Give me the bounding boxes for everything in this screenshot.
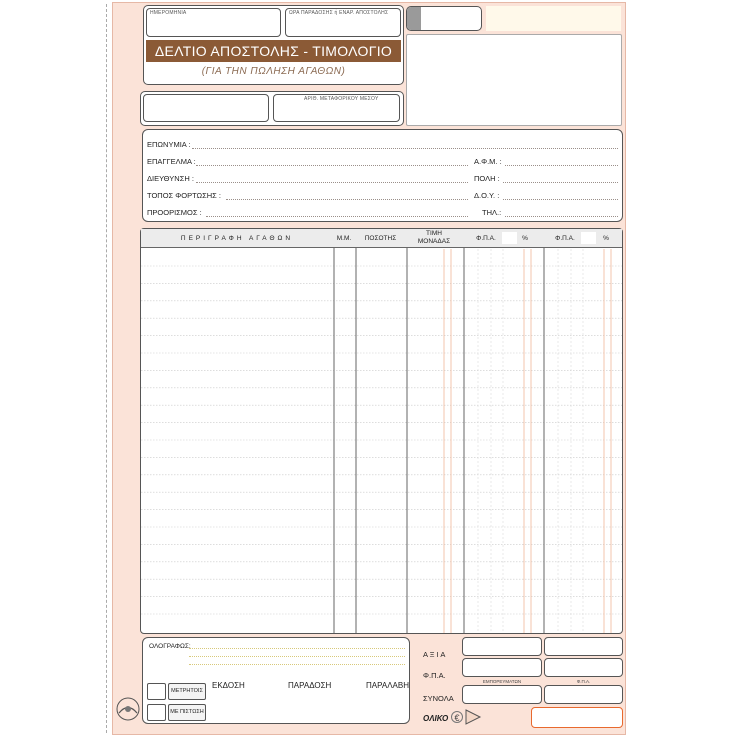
credit-checkbox[interactable]: [147, 704, 166, 721]
vehicle-label: ΑΡΙΘ. ΜΕΤΑΦΟΡΙΚΟΥ ΜΕΣΟΥ: [304, 96, 379, 102]
misc-field[interactable]: [143, 94, 269, 122]
items-grid: [141, 229, 623, 634]
arrow-icon: [464, 708, 482, 731]
value-label: Α Ξ Ι Α: [423, 650, 446, 659]
delivery-time-field[interactable]: [285, 8, 401, 37]
form-subtitle: (ΓΙΑ ΤΗΝ ΠΩΛΗΣΗ ΑΓΑΘΩΝ): [201, 66, 346, 77]
profession-label: ΕΠΑΓΓΕΛΜΑ :: [147, 157, 196, 166]
date-label: ΗΜΕΡΟΜΗΝΙΑ: [150, 10, 187, 16]
issue-label: ΕΚΔΟΣΗ: [212, 681, 245, 690]
sub-col-goods: ΕΜΠΟΡΕΥΜΑΤΩΝ: [482, 679, 522, 684]
words-line-3[interactable]: [189, 664, 405, 665]
left-dash-border: [106, 4, 107, 733]
sub-col-vat: Φ.Π.Α.: [576, 679, 591, 684]
afm-label: Α.Φ.Μ. :: [474, 157, 502, 166]
words-line-2[interactable]: [189, 656, 405, 657]
grand-total-field[interactable]: [531, 707, 623, 728]
words-label: ΟΛΟΓΡΑΦΩΣ:: [149, 643, 191, 650]
vat-rate-box-2[interactable]: [581, 232, 596, 244]
grand-total-label: ΟΛΙΚΟ: [423, 714, 449, 723]
items-table: [140, 228, 623, 634]
col-description: ΠΕΡΙΓΡΑΦΗ ΑΓΑΘΩΝ: [180, 235, 294, 242]
words-line-1[interactable]: [189, 648, 405, 649]
col-vat-pct-2: %: [603, 235, 609, 242]
value-vat-field[interactable]: [544, 637, 623, 656]
totals-label: ΣΥΝΟΛΑ: [423, 694, 454, 703]
col-vat-1: Φ.Π.Α.: [476, 235, 496, 242]
date-field[interactable]: [146, 8, 281, 37]
cash-checkbox[interactable]: [147, 683, 166, 700]
value-goods-field[interactable]: [462, 637, 542, 656]
delivery-label: ΠΑΡΑΔΟΣΗ: [288, 681, 332, 690]
form-title: ΔΕΛΤΙΟ ΑΠΟΣΤΟΛΗΣ - ΤΙΜΟΛΟΓΙΟ: [146, 40, 401, 62]
stamp-area[interactable]: [406, 34, 622, 126]
totals-goods-field[interactable]: [462, 685, 542, 704]
col-vat-pct-1: %: [522, 235, 528, 242]
vat-goods-field[interactable]: [462, 658, 542, 677]
afm-line[interactable]: [505, 165, 618, 166]
doy-line[interactable]: [503, 199, 618, 200]
vat-rate-box-1[interactable]: [502, 232, 517, 244]
address-label: ΔΙΕΥΘΥΝΣΗ :: [147, 174, 194, 183]
euro-icon: €: [451, 711, 463, 723]
profession-line[interactable]: [196, 165, 468, 166]
delivery-time-label: ΩΡΑ ΠΑΡΑΔΟΣΗΣ ή ΕΝΑΡ. ΑΠΟΣΤΟΛΗΣ: [289, 10, 389, 16]
loading-label: ΤΟΠΟΣ ΦΟΡΤΩΣΗΣ :: [147, 191, 221, 200]
col-vat-2: Φ.Π.Α.: [555, 235, 575, 242]
credit-label: ΜΕ ΠΙΣΤΩΣΗ: [170, 709, 204, 715]
publisher-logo: [113, 694, 143, 724]
vat-vat-field[interactable]: [544, 658, 623, 677]
city-line[interactable]: [503, 182, 618, 183]
cash-label: ΜΕΤΡΗΤΟΙΣ: [171, 688, 203, 694]
destination-line[interactable]: [206, 216, 468, 217]
address-line[interactable]: [196, 182, 468, 183]
name-label: ΕΠΩΝΥΜΙΑ :: [147, 140, 191, 149]
col-quantity: ΠΟΣΟΤΗΣ: [364, 235, 397, 242]
phone-label: ΤΗΛ.:: [482, 208, 502, 217]
totals-vat-field[interactable]: [544, 685, 623, 704]
number-field[interactable]: [486, 6, 621, 31]
city-label: ΠΟΛΗ :: [474, 174, 500, 183]
series-tab-grey: [407, 7, 421, 30]
vehicle-field[interactable]: [273, 94, 400, 122]
doy-label: Δ.Ο.Υ. :: [474, 191, 500, 200]
receipt-label: ΠΑΡΑΛΑΒΗ: [366, 681, 409, 690]
destination-label: ΠΡΟΟΡΙΣΜΟΣ :: [147, 208, 202, 217]
phone-line[interactable]: [505, 216, 618, 217]
name-line[interactable]: [192, 148, 618, 149]
col-unit-price: ΤΙΜΗ ΜΟΝΑΔΑΣ: [417, 230, 451, 245]
customer-block: [142, 129, 623, 222]
col-unit: Μ.Μ.: [336, 235, 352, 242]
vat-label: Φ.Π.Α.: [423, 671, 446, 680]
loading-line[interactable]: [226, 199, 468, 200]
